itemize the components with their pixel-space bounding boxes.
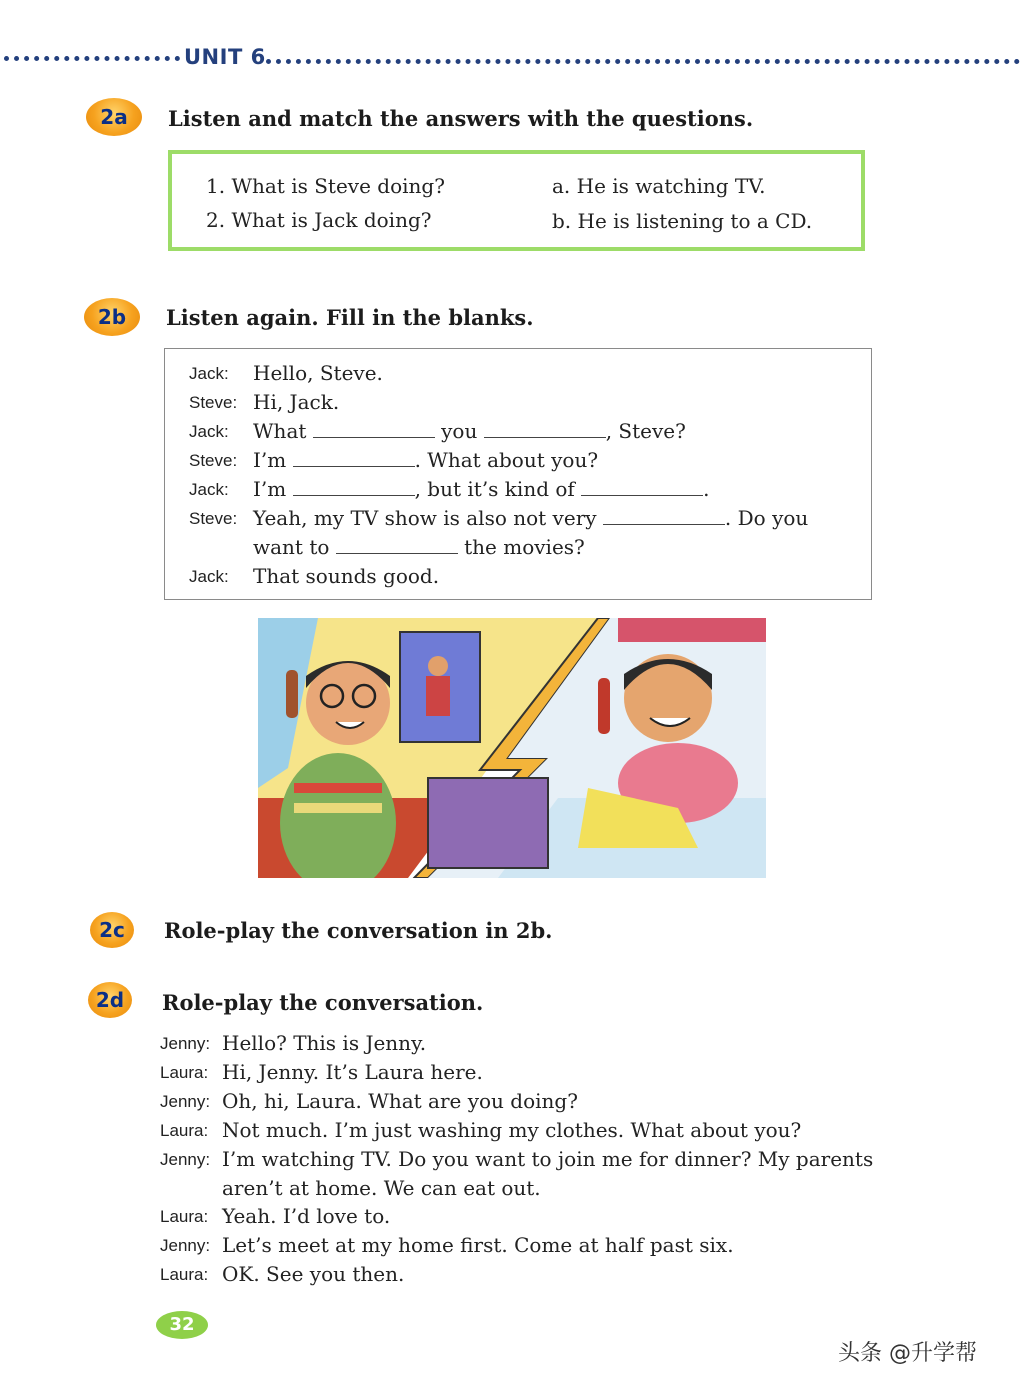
answer-blank[interactable] (293, 448, 415, 467)
line-text: you (441, 419, 478, 443)
line-text: . What about you? (414, 448, 599, 472)
answer-b: b. He is listening to a CD. (552, 209, 813, 233)
answer-blank[interactable] (293, 477, 415, 496)
answer-blank[interactable] (484, 419, 606, 438)
speaker-label: Jack: (189, 567, 229, 586)
dialogue-line: Hello, Steve. (253, 361, 383, 385)
heading-2c: Role-play the conversation in 2b. (164, 918, 553, 943)
heading-2d: Role-play the conversation. (162, 990, 484, 1015)
answer-blank[interactable] (581, 477, 703, 496)
dialogue-line (253, 506, 808, 530)
question-1: 1. What is Steve doing? (206, 174, 445, 198)
dialogue-line (253, 419, 686, 443)
phone-call-illustration (258, 618, 766, 878)
line-text: I’m (253, 477, 287, 501)
phone-right-icon (598, 678, 610, 734)
speaker-label: Steve: (189, 393, 238, 412)
dialogue-line (253, 448, 598, 472)
speaker-label: Steve: (189, 451, 238, 470)
speaker-label: Jack: (189, 480, 229, 499)
match-box (168, 150, 865, 251)
line-text: Yeah, my TV show is also not very (253, 506, 597, 530)
page-number: 32 (156, 1311, 208, 1339)
question-2: 2. What is Jack doing? (206, 208, 432, 232)
answer-blank[interactable] (336, 535, 458, 554)
heading-2a: Listen and match the answers with the questions. (168, 106, 754, 131)
line-text: the movies? (464, 535, 585, 559)
line-text: , but it’s kind of (414, 477, 575, 501)
speaker-label: Laura: (160, 1207, 209, 1226)
line-text: I’m (253, 448, 287, 472)
dialogue-line: aren’t at home. We can eat out. (222, 1176, 541, 1200)
tv-set (428, 778, 548, 868)
dialogue-line: Hi, Jenny. It’s Laura here. (222, 1060, 483, 1084)
dialogue-line: That sounds good. (253, 564, 440, 588)
sweater-stripe (294, 803, 382, 813)
dialogue-line: Yeah. I’d love to. (222, 1204, 391, 1228)
badge-2b: 2b (84, 298, 140, 336)
line-text: want to (253, 535, 330, 559)
poster-figure-head (428, 656, 448, 676)
header-dots-right (266, 59, 1020, 64)
watermark: 头条 @升学帮 (838, 1341, 977, 1366)
dialogue-line: Hello? This is Jenny. (222, 1031, 427, 1055)
dialogue-line: I’m watching TV. Do you want to join me for dinner? My parents (222, 1147, 874, 1171)
line-text: , Steve? (605, 419, 686, 443)
speaker-label: Laura: (160, 1063, 209, 1082)
speaker-label: Jack: (189, 364, 229, 383)
speaker-label: Jenny: (160, 1092, 211, 1111)
answer-blank[interactable] (313, 419, 435, 438)
answer-blank[interactable] (603, 506, 725, 525)
dialogue-line: Let’s meet at my home first. Come at half past six. (222, 1233, 734, 1257)
dialogue-line (253, 535, 585, 559)
fill-blanks-box (164, 348, 872, 600)
dialogue-line: OK. See you then. (222, 1262, 405, 1286)
answer-a: a. He is watching TV. (552, 174, 766, 198)
dialogue-line (253, 477, 710, 501)
speaker-label: Laura: (160, 1121, 209, 1140)
dialogue-line: Oh, hi, Laura. What are you doing? (222, 1089, 578, 1113)
phone-left-icon (286, 670, 298, 718)
poster-figure-body (426, 676, 450, 716)
badge-2a: 2a (86, 98, 142, 136)
sweater-stripe (294, 783, 382, 793)
line-text: What (253, 419, 307, 443)
badge-2c: 2c (90, 912, 134, 948)
dialogue-line: Not much. I’m just washing my clothes. What about you? (222, 1118, 802, 1142)
speaker-label: Steve: (189, 509, 238, 528)
unit-title: UNIT 6 (184, 45, 266, 69)
speaker-label: Jenny: (160, 1236, 211, 1255)
dialogue-line: Hi, Jack. (253, 390, 340, 414)
heading-2b: Listen again. Fill in the blanks. (166, 305, 534, 330)
speaker-label: Jenny: (160, 1034, 211, 1053)
line-text: . (703, 477, 710, 501)
headboard (618, 618, 766, 642)
badge-2d: 2d (88, 982, 132, 1018)
line-text: . Do you (724, 506, 809, 530)
header-dots-left (4, 56, 180, 61)
speaker-label: Laura: (160, 1265, 209, 1284)
speaker-label: Jenny: (160, 1150, 211, 1169)
speaker-label: Jack: (189, 422, 229, 441)
